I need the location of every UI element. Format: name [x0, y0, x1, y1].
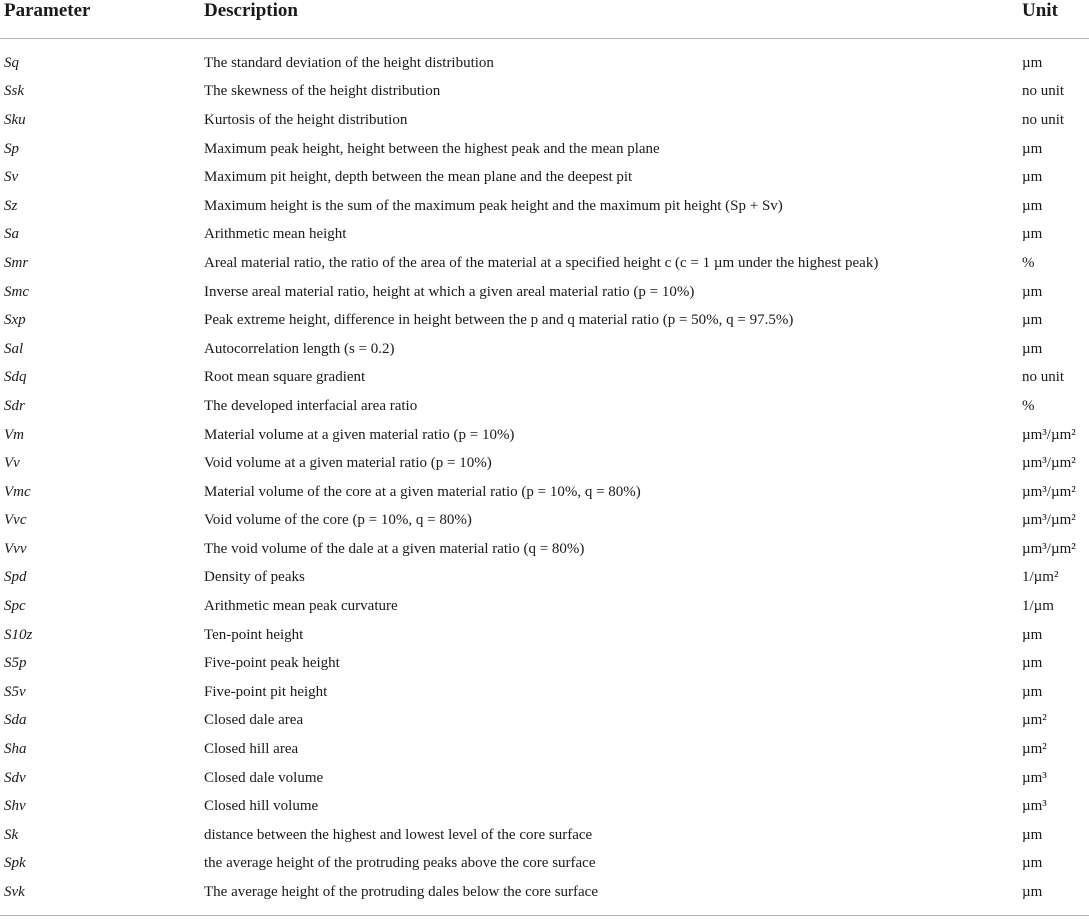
bottom-rule	[0, 915, 1089, 916]
table-row	[0, 621, 1089, 650]
row-description: Density of peaks	[204, 569, 305, 586]
table-row	[0, 364, 1089, 393]
table-row	[0, 878, 1089, 907]
row-unit: µm	[1022, 54, 1043, 71]
table-row	[0, 592, 1089, 621]
row-description: Void volume at a given material ratio (p = 10%)	[204, 455, 492, 472]
header-description: Description	[204, 0, 1022, 39]
row-parameter: Sk	[4, 826, 19, 843]
table-row	[0, 507, 1089, 536]
row-parameter: Vvv	[4, 540, 27, 557]
table-row	[0, 78, 1089, 107]
row-unit: µm	[1022, 655, 1043, 672]
table-row	[0, 792, 1089, 821]
table-row	[0, 850, 1089, 879]
row-parameter: Ssk	[4, 83, 24, 100]
row-unit: µm	[1022, 683, 1043, 700]
row-unit: no unit	[1022, 111, 1065, 128]
row-parameter: Sdq	[4, 369, 27, 386]
row-unit: µm³/µm²	[1022, 455, 1076, 472]
row-description: the average height of the protruding peaks above the core surface	[204, 855, 596, 872]
row-description: Maximum pit height, depth between the mean plane and the deepest pit	[204, 169, 633, 186]
row-parameter: Sda	[4, 712, 27, 729]
table-row	[0, 535, 1089, 564]
row-parameter: Smc	[4, 283, 29, 300]
row-description: The standard deviation of the height distribution	[204, 54, 494, 71]
row-unit: µm	[1022, 197, 1043, 214]
row-parameter: Sv	[4, 169, 19, 186]
row-parameter: S5v	[4, 683, 26, 700]
row-parameter: Vm	[4, 426, 24, 443]
row-description: Peak extreme height, difference in height between the p and q material ratio (p = 50%, q = 97.5%)	[204, 312, 794, 329]
row-unit: µm²	[1022, 741, 1047, 758]
row-unit: µm	[1022, 826, 1043, 843]
row-parameter: Sdv	[4, 769, 26, 786]
row-unit: µm	[1022, 312, 1043, 329]
row-unit: µm³/µm²	[1022, 512, 1076, 529]
row-unit: µm	[1022, 169, 1043, 186]
row-description: Closed dale volume	[204, 769, 324, 786]
row-parameter: Sq	[4, 54, 19, 71]
row-description: distance between the highest and lowest level of the core surface	[204, 826, 593, 843]
row-parameter: Sha	[4, 741, 27, 758]
row-parameter: Spk	[4, 855, 26, 872]
row-description: The void volume of the dale at a given material ratio (q = 80%)	[204, 540, 585, 557]
row-description: Ten-point height	[204, 626, 304, 643]
row-description: Closed dale area	[204, 712, 304, 729]
row-description: The average height of the protruding dales below the core surface	[204, 884, 598, 901]
table-row	[0, 49, 1089, 78]
table-row	[0, 821, 1089, 850]
row-description: Maximum height is the sum of the maximum peak height and the maximum pit height (Sp + Sv)	[204, 197, 783, 214]
row-parameter: Sp	[4, 140, 19, 157]
row-unit: %	[1022, 397, 1035, 414]
row-parameter: Spc	[4, 598, 26, 615]
row-parameter: Sal	[4, 340, 24, 357]
row-unit: µm	[1022, 340, 1043, 357]
row-parameter: Spd	[4, 569, 27, 586]
row-unit: µm³	[1022, 798, 1047, 815]
row-unit: 1/µm²	[1022, 569, 1059, 586]
table-row	[0, 106, 1089, 135]
row-parameter: Sz	[4, 197, 18, 214]
row-parameter: Vv	[4, 455, 20, 472]
row-parameter: Sa	[4, 226, 19, 243]
row-description: Maximum peak height, height between the highest peak and the mean plane	[204, 140, 660, 157]
table-row	[0, 421, 1089, 450]
row-parameter: Vmc	[4, 483, 31, 500]
header-spacer	[0, 39, 1089, 50]
row-unit: µm	[1022, 626, 1043, 643]
row-parameter: S5p	[4, 655, 27, 672]
row-description: The developed interfacial area ratio	[204, 397, 418, 414]
table-row	[0, 221, 1089, 250]
row-unit: no unit	[1022, 369, 1065, 386]
row-description: Material volume of the core at a given material ratio (p = 10%, q = 80%)	[204, 483, 641, 500]
row-parameter: Shv	[4, 798, 26, 815]
header-unit: Unit	[1022, 0, 1089, 39]
table-row	[0, 278, 1089, 307]
row-parameter: Sku	[4, 111, 26, 128]
table-row	[0, 135, 1089, 164]
table-row	[0, 735, 1089, 764]
row-description: Five-point pit height	[204, 683, 328, 700]
row-unit: µm	[1022, 283, 1043, 300]
table-row	[0, 392, 1089, 421]
row-description: Closed hill volume	[204, 798, 319, 815]
table-row	[0, 335, 1089, 364]
row-parameter: Svk	[4, 884, 25, 901]
table-row	[0, 478, 1089, 507]
row-unit: µm	[1022, 855, 1043, 872]
row-parameter: Sxp	[4, 312, 26, 329]
table-row	[0, 306, 1089, 335]
row-unit: µm	[1022, 226, 1043, 243]
row-unit: µm³/µm²	[1022, 540, 1076, 557]
row-unit: µm	[1022, 884, 1043, 901]
row-unit: %	[1022, 254, 1035, 271]
row-parameter: S10z	[4, 626, 33, 643]
row-description: Material volume at a given material ratio (p = 10%)	[204, 426, 515, 443]
row-parameter: Vvc	[4, 512, 27, 529]
row-unit: µm³/µm²	[1022, 426, 1076, 443]
header-row	[0, 0, 1089, 39]
table-row	[0, 449, 1089, 478]
row-unit: µm³	[1022, 769, 1047, 786]
row-description: Autocorrelation length (s = 0.2)	[204, 340, 395, 357]
row-description: Areal material ratio, the ratio of the area of the material at a specified height c (c = 1 µm under the highest peak)	[204, 254, 879, 271]
row-parameter: Smr	[4, 254, 29, 271]
row-description: Kurtosis of the height distribution	[204, 111, 408, 128]
table-row	[0, 678, 1089, 707]
table-header	[0, 0, 1089, 39]
row-description: Inverse areal material ratio, height at which a given areal material ratio (p = 10%)	[204, 283, 695, 300]
row-description: Five-point peak height	[204, 655, 340, 672]
table-row	[0, 564, 1089, 593]
table-row	[0, 249, 1089, 278]
table-row	[0, 707, 1089, 736]
table-row	[0, 764, 1089, 793]
row-parameter: Sdr	[4, 397, 25, 414]
row-unit: no unit	[1022, 83, 1065, 100]
row-unit: µm³/µm²	[1022, 483, 1076, 500]
row-unit: 1/µm	[1022, 598, 1054, 615]
table-row	[0, 649, 1089, 678]
row-description: Void volume of the core (p = 10%, q = 80%)	[204, 512, 472, 529]
row-description: Arithmetic mean height	[204, 226, 347, 243]
table-row	[0, 192, 1089, 221]
header-parameter: Parameter	[0, 0, 204, 39]
row-description: Arithmetic mean peak curvature	[204, 598, 398, 615]
table-row	[0, 163, 1089, 192]
row-unit: µm	[1022, 140, 1043, 157]
row-description: Closed hill area	[204, 741, 299, 758]
row-description: Root mean square gradient	[204, 369, 366, 386]
row-description: The skewness of the height distribution	[204, 83, 441, 100]
row-unit: µm²	[1022, 712, 1047, 729]
table-body	[0, 39, 1089, 907]
